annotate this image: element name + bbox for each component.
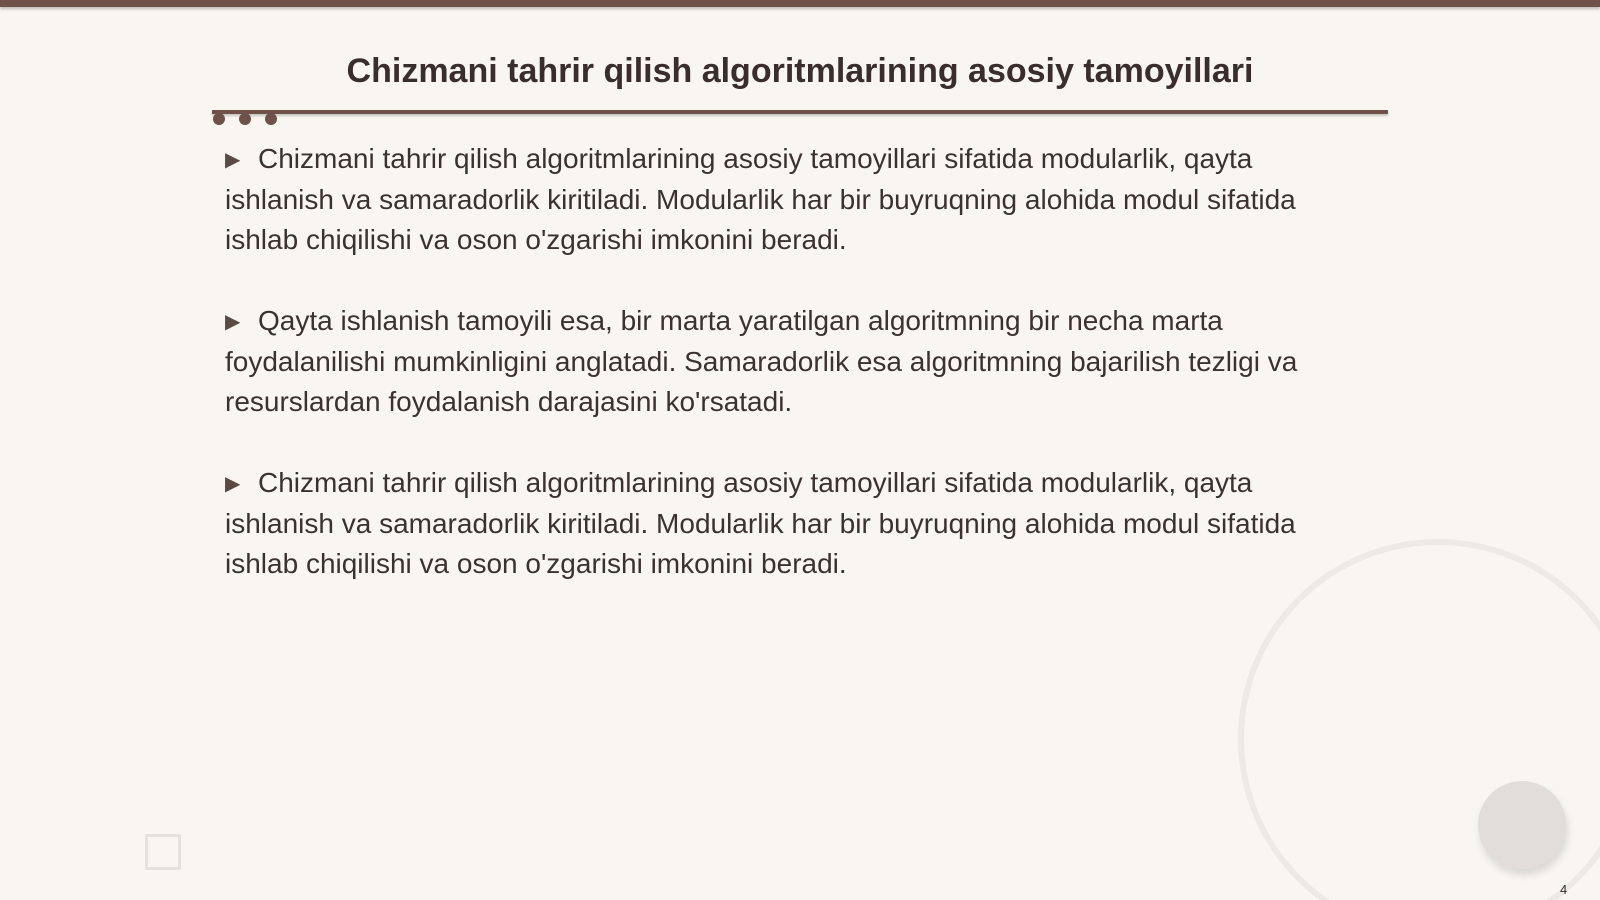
bullet-paragraph-1 xyxy=(225,139,1365,260)
top-accent-bar xyxy=(0,0,1600,7)
decorative-square xyxy=(145,834,181,870)
decorative-dot-2 xyxy=(239,113,251,125)
bullet-list xyxy=(225,139,1365,625)
decorative-circle xyxy=(1478,781,1566,869)
triangle-bullet-icon: ▶ xyxy=(225,473,241,495)
bullet-paragraph-3 xyxy=(225,463,1365,584)
decorative-dot-3 xyxy=(265,113,277,125)
triangle-bullet-icon: ▶ xyxy=(225,311,241,333)
bullet-paragraph-2 xyxy=(225,301,1365,422)
title-underline xyxy=(212,110,1388,114)
page-number: 4 xyxy=(1560,882,1568,897)
paragraph-text: Qayta ishlanish tamoyili esa, bir marta yaratilgan algoritmning bir necha marta foydalanilishi mumkinligini anglatadi. Samaradorlik esa algoritmning bajarilish tezligi va resurslardan foydalanish darajasini ko'rsatadi. xyxy=(225,305,1298,417)
paragraph-text: Chizmani tahrir qilish algoritmlarining asosiy tamoyillari sifatida modularlik, qayta ishlanish va samaradorlik kiritiladi. Modularlik har bir buyruqning alohida modul sifatida ishlab chiqilishi va oson o'zgarishi imkonini beradi. xyxy=(225,467,1296,579)
paragraph-text: Chizmani tahrir qilish algoritmlarining asosiy tamoyillari sifatida modularlik, qayta ishlanish va samaradorlik kiritiladi. Modularlik har bir buyruqning alohida modul sifatida ishlab chiqilishi va oson o'zgarishi imkonini beradi. xyxy=(225,143,1296,255)
triangle-bullet-icon: ▶ xyxy=(225,149,241,171)
decorative-dot-1 xyxy=(213,113,225,125)
slide-title: Chizmani tahrir qilish algoritmlarining asosiy tamoyillari xyxy=(346,52,1254,90)
